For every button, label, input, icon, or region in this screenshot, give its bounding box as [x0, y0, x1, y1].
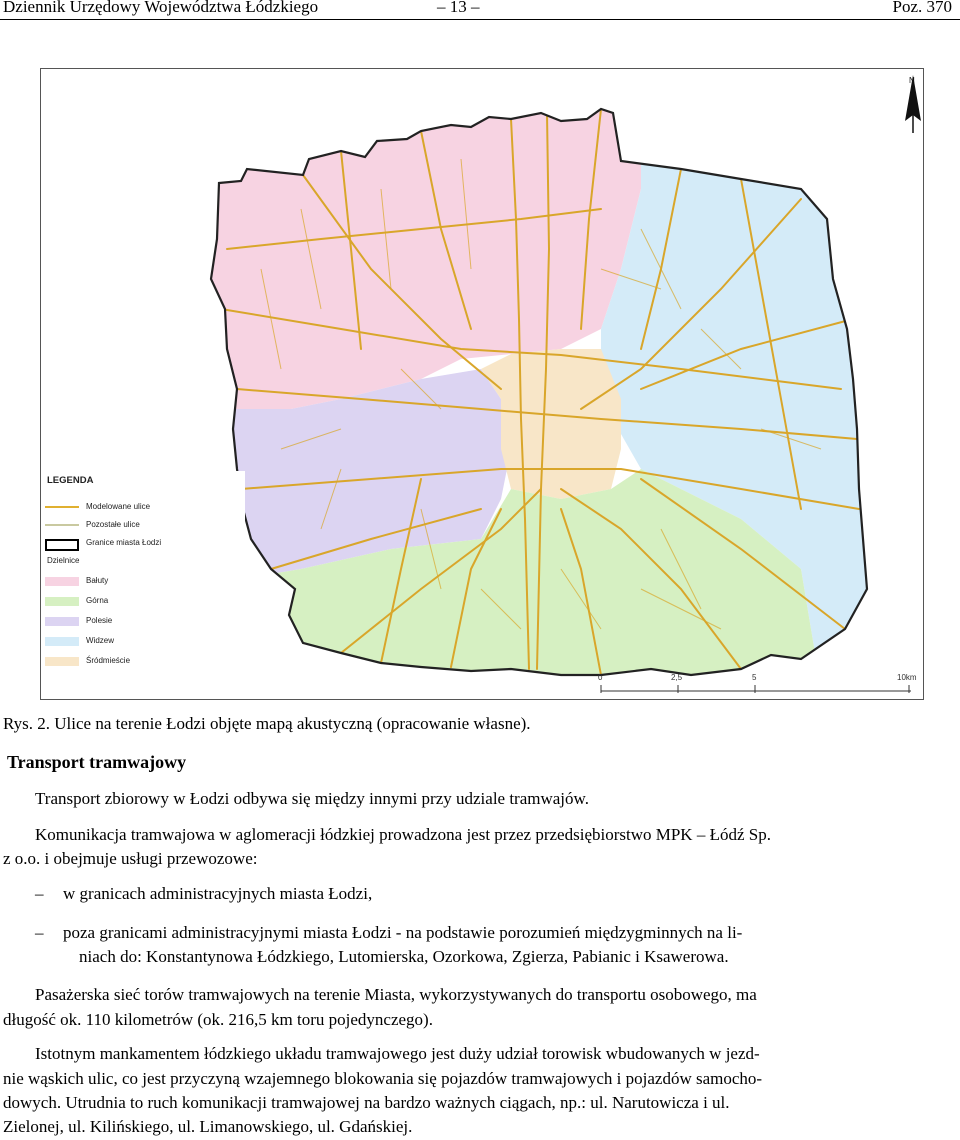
- paragraph-4-line-2: nie wąskich ulic, co jest przyczyną wzajemnego blokowania się pojazdów tramwajowych i pojazdów samocho-: [3, 1069, 763, 1088]
- paragraph-3-line-2: długość ok. 110 kilometrów (ok. 216,5 km toru pojedynczego).: [3, 1010, 433, 1029]
- paragraph-4-line-1: Istotnym mankamentem łódzkiego układu tramwajowego jest duży udział torowisk wbudowanych w jezd-: [35, 1044, 760, 1063]
- list-dash: –: [35, 884, 44, 903]
- paragraph-2-line-2: z o.o. i obejmuje usługi przewozowe:: [3, 849, 258, 868]
- paragraph-1: Transport zbiorowy w Łodzi odbywa się między innymi przy udziale tramwajów.: [35, 789, 589, 808]
- page-number: – 13 –: [437, 0, 480, 16]
- position-number: Poz. 370: [892, 0, 952, 16]
- legend-subheading: Dzielnice: [47, 556, 80, 565]
- figure-caption: Rys. 2. Ulice na terenie Łodzi objęte mapą akustyczną (opracowanie własne).: [3, 714, 531, 733]
- legend-swatch-gorna: [45, 597, 79, 606]
- list-item-text: w granicach administracyjnych miasta Łodzi,: [63, 884, 373, 903]
- legend-swatch-city-border: [45, 539, 79, 551]
- legend-swatch-baluty: [45, 577, 79, 586]
- legend-swatch-other-streets: [45, 524, 79, 526]
- list-dash: –: [35, 923, 44, 942]
- scale-bar: [601, 685, 911, 693]
- scale-label: 2,5: [671, 673, 683, 682]
- paragraph-4-line-4: Zielonej, ul. Kilińskiego, ul. Limanowskiego, ul. Gdańskiej.: [3, 1117, 413, 1136]
- journal-title: Dziennik Urzędowy Województwa Łódzkiego: [3, 0, 319, 16]
- north-arrow-icon: [905, 75, 921, 133]
- legend-swatch-polesie: [45, 617, 79, 626]
- header-divider: [0, 19, 960, 20]
- scale-label: 5: [752, 673, 757, 682]
- legend-swatch-widzew: [45, 637, 79, 646]
- svg-text:N: N: [909, 76, 915, 85]
- paragraph-2-line-1: Komunikacja tramwajowa w aglomeracji łódzkiej prowadzona jest przez przedsiębiorstwo MPK – Łódź Sp.: [35, 825, 771, 844]
- list-item-text-line-1: poza granicami administracyjnymi miasta Łodzi - na podstawie porozumień międzygminnych na li-: [63, 923, 743, 942]
- map-figure: [40, 68, 924, 700]
- legend-swatch-srodmiescie: [45, 657, 79, 666]
- paragraph-4-line-3: dowych. Utrudnia to ruch komunikacji tramwajowej na bardzo ważnych ciągach, np.: ul. Narutowicza i ul.: [3, 1093, 730, 1112]
- scale-label: 10km: [897, 673, 917, 682]
- section-heading: Transport tramwajowy: [7, 752, 187, 772]
- legend-title: LEGENDA: [47, 475, 94, 486]
- list-item-text-line-2: niach do: Konstantynowa Łódzkiego, Lutomierska, Ozorkowa, Zgierza, Pabianic i Ksawerowa.: [79, 947, 729, 966]
- page-header: [0, 0, 960, 20]
- paragraph-3-line-1: Pasażerska sieć torów tramwajowych na terenie Miasta, wykorzystywanych do transportu osobowego, ma: [35, 985, 757, 1004]
- districts: [181, 99, 921, 699]
- scale-label: 0: [598, 673, 603, 682]
- map-legend: LEGENDA Modelowane ulice Pozostałe ulice Granice miasta Łodzi Dzielnice Bałuty Górna Polesie Widzew Śródmieście: [45, 471, 245, 691]
- legend-swatch-modeled-streets: [45, 506, 79, 508]
